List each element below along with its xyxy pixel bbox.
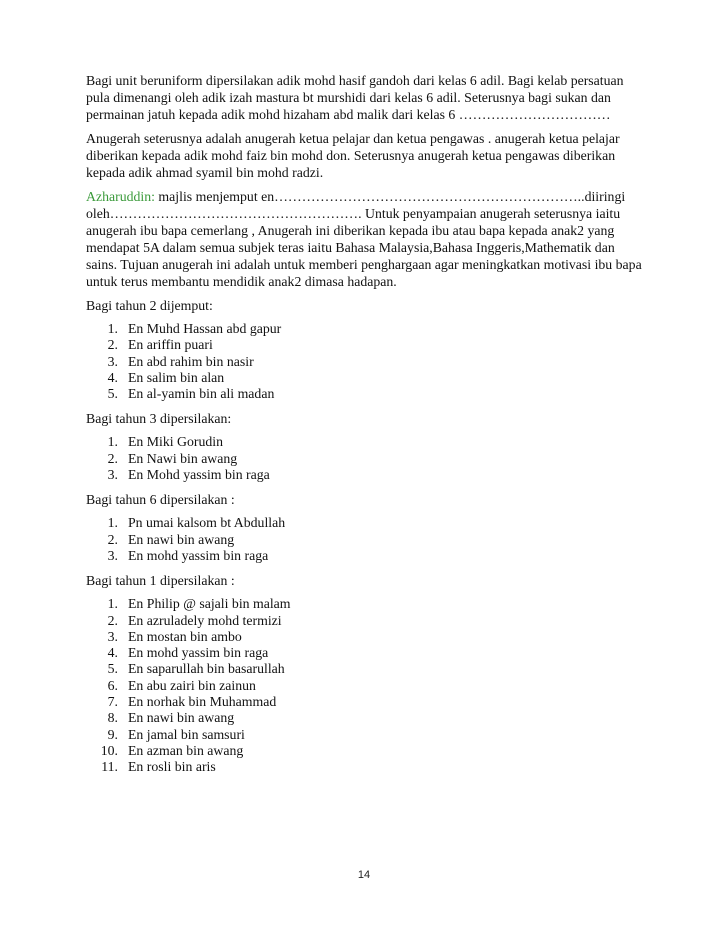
document-body <box>86 72 646 784</box>
list-item <box>86 727 646 743</box>
name-list <box>86 515 646 564</box>
list-item <box>86 548 646 564</box>
list-item <box>86 451 646 467</box>
list-number: 8. <box>107 710 118 726</box>
list-name: En azruladely mohd termizi <box>128 612 282 628</box>
list-item <box>86 532 646 548</box>
list-number: 1. <box>107 596 118 612</box>
paragraph-awards-leaders: Anugerah seterusnya adalah anugerah ketua pelajar dan ketua pengawas . anugerah ketua pelajar diberikan kepada adik mohd faiz bin mohd don. Seterusnya anugerah ketua pengawas diberikan kepada adik ahmad syamil bin mohd radzi. <box>86 131 620 180</box>
list-name: En Muhd Hassan abd gapur <box>128 321 282 336</box>
list-name: En nawi bin awang <box>128 710 235 726</box>
list-number: 2. <box>107 531 118 547</box>
list-number: 3. <box>107 547 118 563</box>
list-number: 9. <box>107 726 118 742</box>
list-item <box>86 386 646 402</box>
name-list <box>86 321 646 402</box>
list-item <box>86 678 646 694</box>
list-number: 6. <box>107 677 118 693</box>
list-number: 1. <box>107 434 118 450</box>
list-name: En al-yamin bin ali madan <box>128 386 275 402</box>
section-heading: Bagi tahun 6 dipersilakan : <box>86 492 235 508</box>
paragraph-awards-students: Bagi unit beruniform dipersilakan adik mohd hasif gandoh dari kelas 6 adil. Bagi kelab persatuan pula dimenangi oleh adik izah mastura bt murshidi dari kelas 6 adil. Seterusnya bagi sukan dan permainan jatuh kepada adik mohd hizaham abd malik dari kelas 6 …………………………… <box>86 73 624 122</box>
list-name: En Miki Gorudin <box>128 434 224 450</box>
list-item <box>86 661 646 677</box>
list-item <box>86 515 646 531</box>
list-number: 1. <box>107 515 118 531</box>
list-name: En nawi bin awang <box>128 531 235 547</box>
list-item <box>86 629 646 645</box>
list-name: En mohd yassim bin raga <box>128 645 269 661</box>
list-number: 5. <box>107 386 118 402</box>
speaker-name: Azharuddin: <box>86 189 155 204</box>
name-sections <box>86 297 646 784</box>
list-number: 11. <box>101 759 118 775</box>
list-item <box>86 337 646 353</box>
name-list <box>86 434 646 483</box>
list-item <box>86 321 646 337</box>
list-item <box>86 370 646 386</box>
list-number: 3. <box>107 628 118 644</box>
paragraph-parents-award <box>86 188 646 290</box>
list-item <box>86 759 646 775</box>
list-item <box>86 596 646 612</box>
list-number: 2. <box>107 450 118 466</box>
list-number: 5. <box>107 661 118 677</box>
list-number: 3. <box>107 467 118 483</box>
paragraph-parents-award-text: majlis menjemput en…………………………………………………………..diiringi oleh………………………………………………. Untuk penyampaian anugerah seterusnya iaitu anugerah ibu bapa cemerlang , Anugerah ini diberikan kepada ibu atau bapa kepada anak2 yang mendapat 5A dalam semua subjek teras iaitu Bahasa Malaysia,Bahasa Inggeris,Mathematik dan sains. Tujuan anugerah ini adalah untuk memberi penghargaan agar meningkatkan motivasi ibu bapa untuk terus membantu mendidik anak2 dimasa hadapan. <box>86 189 642 289</box>
list-name: En Mohd yassim bin raga <box>128 467 270 483</box>
list-number: 7. <box>107 694 118 710</box>
list-item <box>86 434 646 450</box>
list-name: En abu zairi bin zainun <box>128 677 256 693</box>
list-name: En ariffin puari <box>128 337 213 353</box>
list-number: 4. <box>107 369 118 385</box>
list-name: Pn umai kalsom bt Abdullah <box>128 515 286 531</box>
name-list <box>86 596 646 775</box>
list-name: En rosli bin aris <box>128 759 216 775</box>
list-name: En abd rahim bin nasir <box>128 353 254 369</box>
list-number: 2. <box>107 337 118 353</box>
list-name: En jamal bin samsuri <box>128 726 245 742</box>
list-item <box>86 694 646 710</box>
list-item <box>86 645 646 661</box>
list-name: En salim bin alan <box>128 369 225 385</box>
list-number: 10. <box>100 742 118 758</box>
section-heading: Bagi tahun 2 dijemput: <box>86 298 213 313</box>
list-item <box>86 743 646 759</box>
list-name: En azman bin awang <box>128 742 244 758</box>
list-item <box>86 354 646 370</box>
list-name: En Nawi bin awang <box>128 450 238 466</box>
list-name: En Philip @ sajali bin malam <box>128 596 291 612</box>
list-number: 1. <box>107 321 118 336</box>
list-item <box>86 613 646 629</box>
list-name: En mostan bin ambo <box>128 628 242 644</box>
list-number: 3. <box>107 353 118 369</box>
list-name: En mohd yassim bin raga <box>128 547 269 563</box>
list-name: En saparullah bin basarullah <box>128 661 285 677</box>
list-item <box>86 467 646 483</box>
list-item <box>86 710 646 726</box>
section-heading: Bagi tahun 1 dipersilakan : <box>86 573 235 589</box>
list-number: 2. <box>107 612 118 628</box>
page-number: 14 <box>357 869 371 881</box>
list-name: En norhak bin Muhammad <box>128 694 277 710</box>
section-heading: Bagi tahun 3 dipersilakan: <box>86 411 232 427</box>
list-number: 4. <box>107 645 118 661</box>
